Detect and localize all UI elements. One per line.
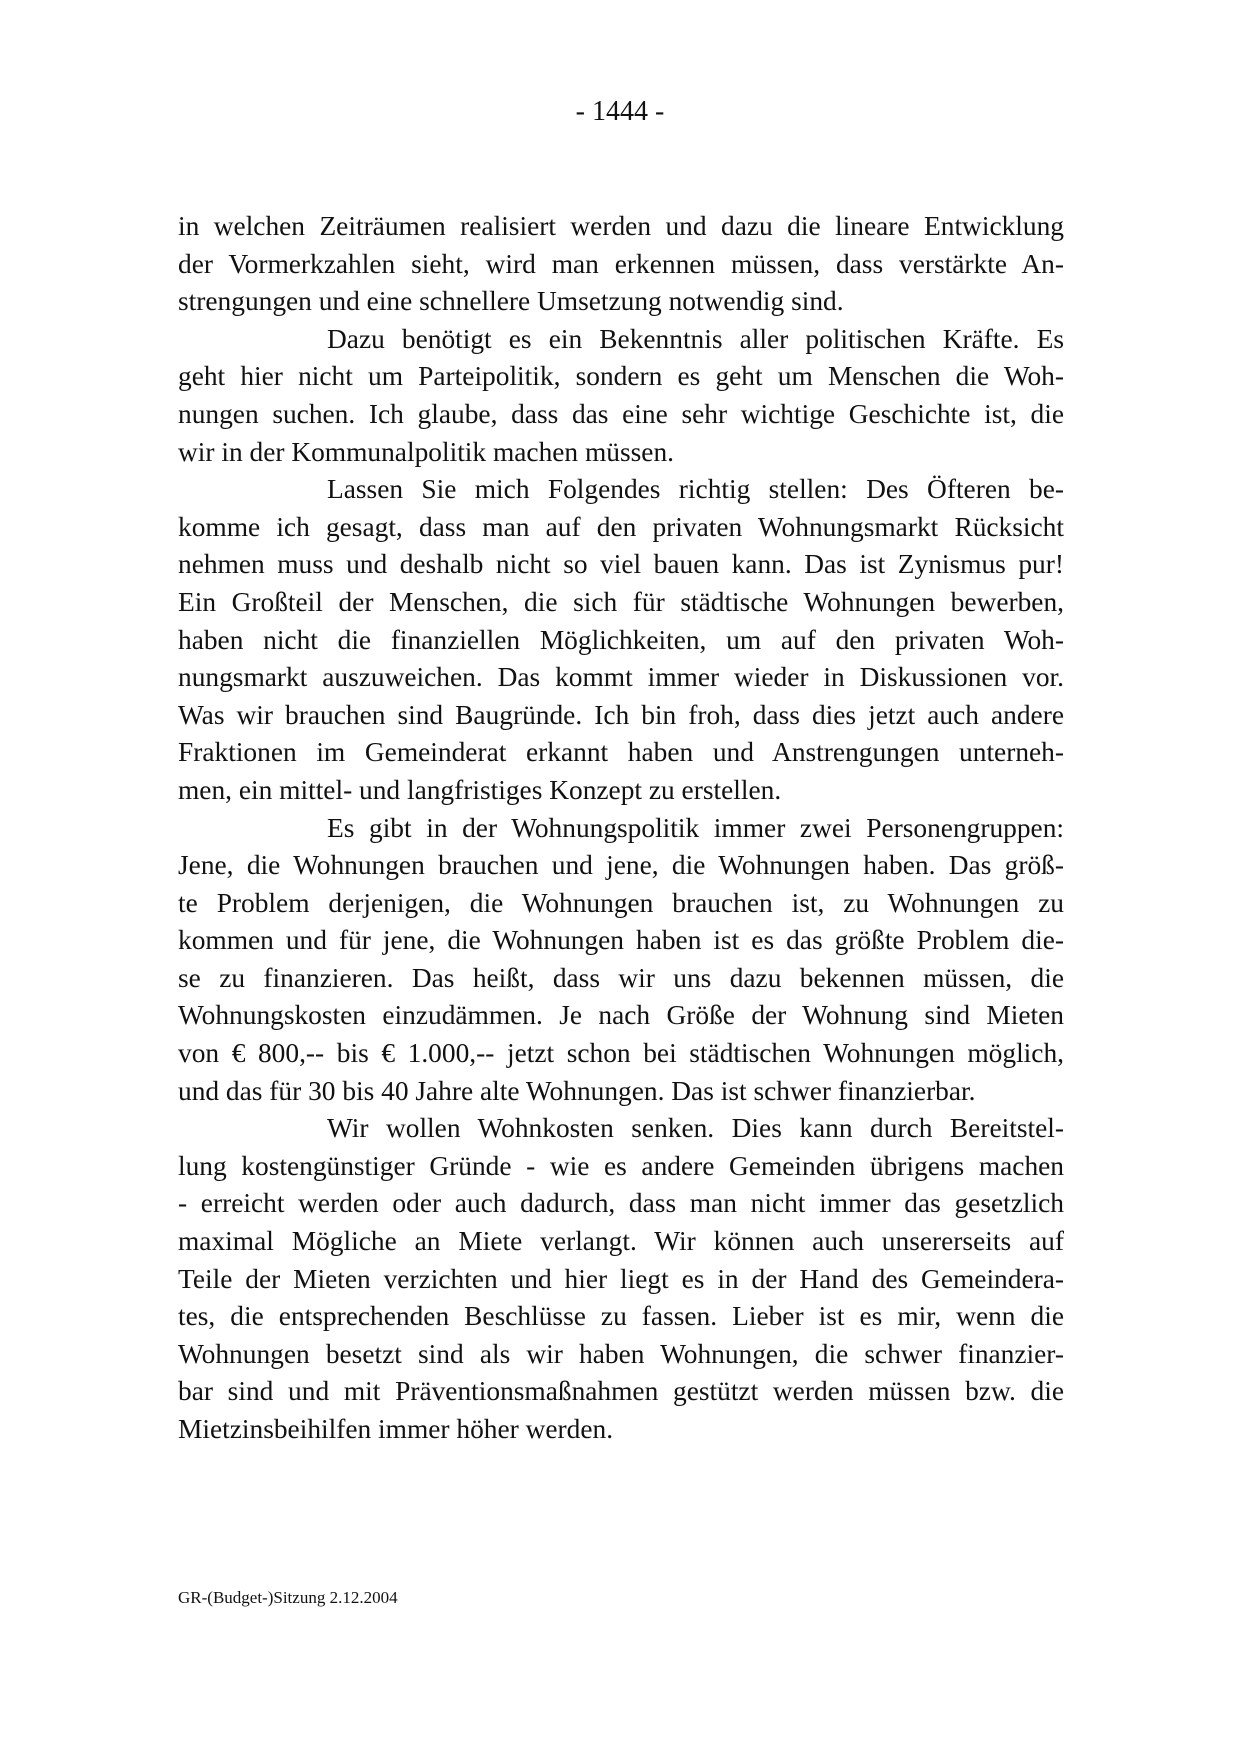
text-line: lung kostengünstiger Gründe - wie es andere Gemeinden übrigens machen [178,1150,1064,1181]
text-line: und das für 30 bis 40 Jahre alte Wohnungen. Das ist schwer finanzierbar. [178,1075,976,1106]
text-line: se zu finanzieren. Das heißt, dass wir uns dazu bekennen müssen, die [178,962,1064,993]
text-line: Fraktionen im Gemeinderat erkannt haben und Anstrengungen unterneh- [178,737,1064,768]
footer-session-label: GR-(Budget-)Sitzung 2.12.2004 [178,1588,398,1607]
page-number: - 1444 - [575,96,665,127]
text-line: von € 800,-- bis € 1.000,-- jetzt schon bei städtischen Wohnungen möglich, [178,1038,1064,1069]
text-line: Teile der Mieten verzichten und hier liegt es in der Hand des Gemeindera- [178,1263,1064,1294]
text-line: Was wir brauchen sind Baugründe. Ich bin froh, dass dies jetzt auch andere [178,699,1064,730]
text-line: wir in der Kommunalpolitik machen müssen. [178,436,674,467]
text-line: te Problem derjenigen, die Wohnungen brauchen ist, zu Wohnungen zu [178,887,1064,918]
text-line: Wir wollen Wohnkosten senken. Dies kann durch Bereitstel- [327,1113,1064,1144]
paragraph-4 [178,810,1064,1111]
paragraph-1 [178,208,1064,321]
text-line: tes, die entsprechenden Beschlüsse zu fassen. Lieber ist es mir, wenn die [178,1301,1064,1332]
text-line: Mietzinsbeihilfen immer höher werden. [178,1414,614,1444]
paragraph-3 [178,471,1064,809]
text-line: bar sind und mit Präventionsmaßnahmen gestützt werden müssen bzw. die [178,1376,1064,1407]
paragraph-5 [178,1110,1064,1448]
text-line: strengungen und eine schnellere Umsetzung notwendig sind. [178,286,844,317]
text-line: komme ich gesagt, dass man auf den privaten Wohnungsmarkt Rücksicht [178,511,1064,542]
text-line: haben nicht die finanziellen Möglichkeiten, um auf den privaten Woh- [178,624,1064,655]
text-line: Jene, die Wohnungen brauchen und jene, die Wohnungen haben. Das größ- [178,850,1064,881]
text-line: men, ein mittel- und langfristiges Konzept zu erstellen. [178,774,782,805]
text-line: geht hier nicht um Parteipolitik, sondern es geht um Menschen die Woh- [178,361,1064,392]
text-line: nungen suchen. Ich glaube, dass das eine sehr wichtige Geschichte ist, die [178,398,1064,429]
text-line: nungsmarkt auszuweichen. Das kommt immer wieder in Diskussionen vor. [178,662,1064,693]
paragraph-2 [178,321,1064,471]
body-text [178,208,1064,1449]
text-line: kommen und für jene, die Wohnungen haben ist es das größte Problem die- [178,925,1064,956]
text-line: der Vormerkzahlen sieht, wird man erkennen müssen, dass verstärkte An- [178,248,1064,279]
text-line: nehmen muss und deshalb nicht so viel bauen kann. Das ist Zynismus pur! [178,549,1064,580]
text-line: in welchen Zeiträumen realisiert werden und dazu die lineare Entwicklung [178,211,1064,241]
text-line: maximal Mögliche an Miete verlangt. Wir können auch unsererseits auf [178,1226,1064,1257]
text-line: Dazu benötigt es ein Bekenntnis aller politischen Kräfte. Es [327,323,1064,354]
text-line: - erreicht werden oder auch dadurch, dass man nicht immer das gesetzlich [178,1188,1064,1219]
text-line: Ein Großteil der Menschen, die sich für städtische Wohnungen bewerben, [178,586,1064,617]
text-line: Es gibt in der Wohnungspolitik immer zwei Personengruppen: [327,812,1064,843]
text-line: Lassen Sie mich Folgendes richtig stellen: Des Öfteren be- [327,474,1064,505]
text-line: Wohnungen besetzt sind als wir haben Wohnungen, die schwer finanzier- [178,1338,1064,1369]
text-line: Wohnungskosten einzudämmen. Je nach Größe der Wohnung sind Mieten [178,1000,1064,1031]
